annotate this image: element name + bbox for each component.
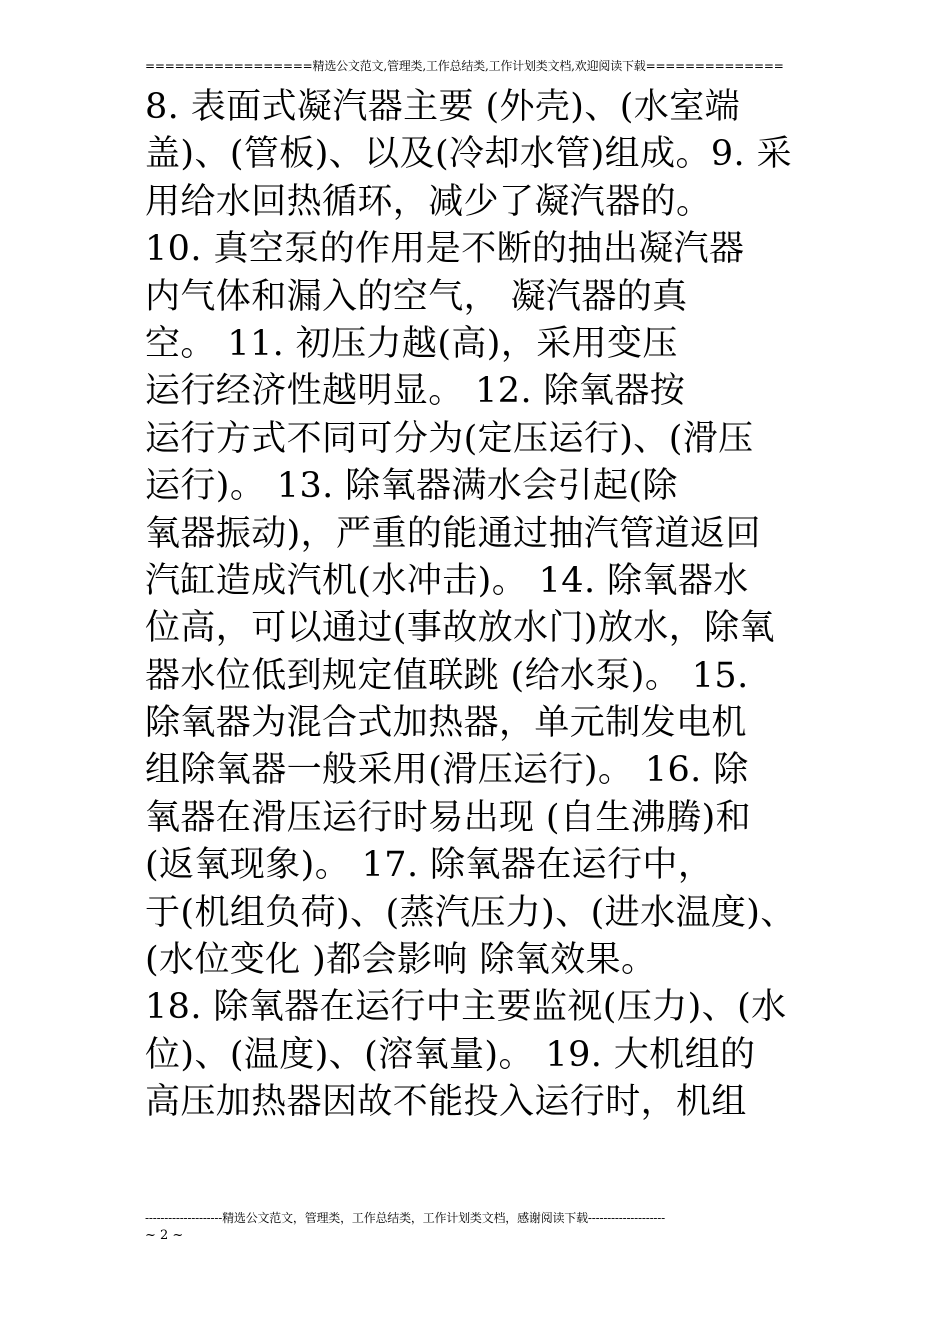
page-number: ~ 2 ~ [145,1228,184,1243]
body-line: 汽缸造成汽机(水冲击)。 14. 除氧器水 [145,560,749,601]
body-line: 于(机组负荷)、(蒸汽压力)、(进水温度)、 [145,892,796,933]
body-line: (返氧现象)。 17. 除氧器在运行中， [145,845,714,886]
body-line: 8. 表面式凝汽器主要 (外壳)、(水室端 [145,87,741,127]
page-header-banner: =================精选公文范文,管理类,工作总结类,工作计划类文档,欢迎阅读下载============== [145,59,784,73]
body-line: 盖)、(管板)、以及(冷却水管)组成。9. 采 [145,134,792,175]
body-line: 位)、(温度)、(溶氧量)。 19. 大机组的 [145,1034,756,1075]
body-line: 器水位低到规定值联跳 (给水泵)。 15. [145,655,749,696]
body-line: 除氧器为混合式加热器，单元制发电机 [145,703,747,744]
body-line: 用给水回热循环，减少了凝汽器的。 [145,181,712,222]
body-line: 运行方式不同可分为(定压运行)、(滑压 [145,418,754,459]
body-line: 运行)。 13. 除氧器满水会引起(除 [145,466,678,507]
body-line: 氧器振动)，严重的能通过抽汽管道返回 [145,513,761,554]
page-footer-banner: --------------------精选公文范文，管理类，工作总结类，工作计划类文档，感谢阅读下载-------------------- [145,1211,665,1225]
body-line: 运行经济性越明显。 12. 除氧器按 [145,371,686,412]
body-line: (水位变化 )都会影响 除氧效果。 [145,940,657,981]
body-line: 高压加热器因故不能投入运行时，机组 [145,1082,747,1123]
body-line: 组除氧器一般采用(滑压运行)。 16. 除 [145,750,749,791]
body-line: 10. 真空泵的作用是不断的抽出凝汽器 [145,229,745,270]
body-line: 位高，可以通过(事故放水门)放水，除氧 [145,608,775,649]
body-line: 氧器在滑压运行时易出现 (自生沸腾)和 [145,797,752,838]
body-line: 空。 11. 初压力越(高)，采用变压 [145,323,678,364]
document-body [145,84,809,1127]
body-line: 内气体和漏入的空气， 凝汽器的真 [145,276,688,317]
body-line: 18. 除氧器在运行中主要监视(压力)、(水 [145,987,787,1028]
